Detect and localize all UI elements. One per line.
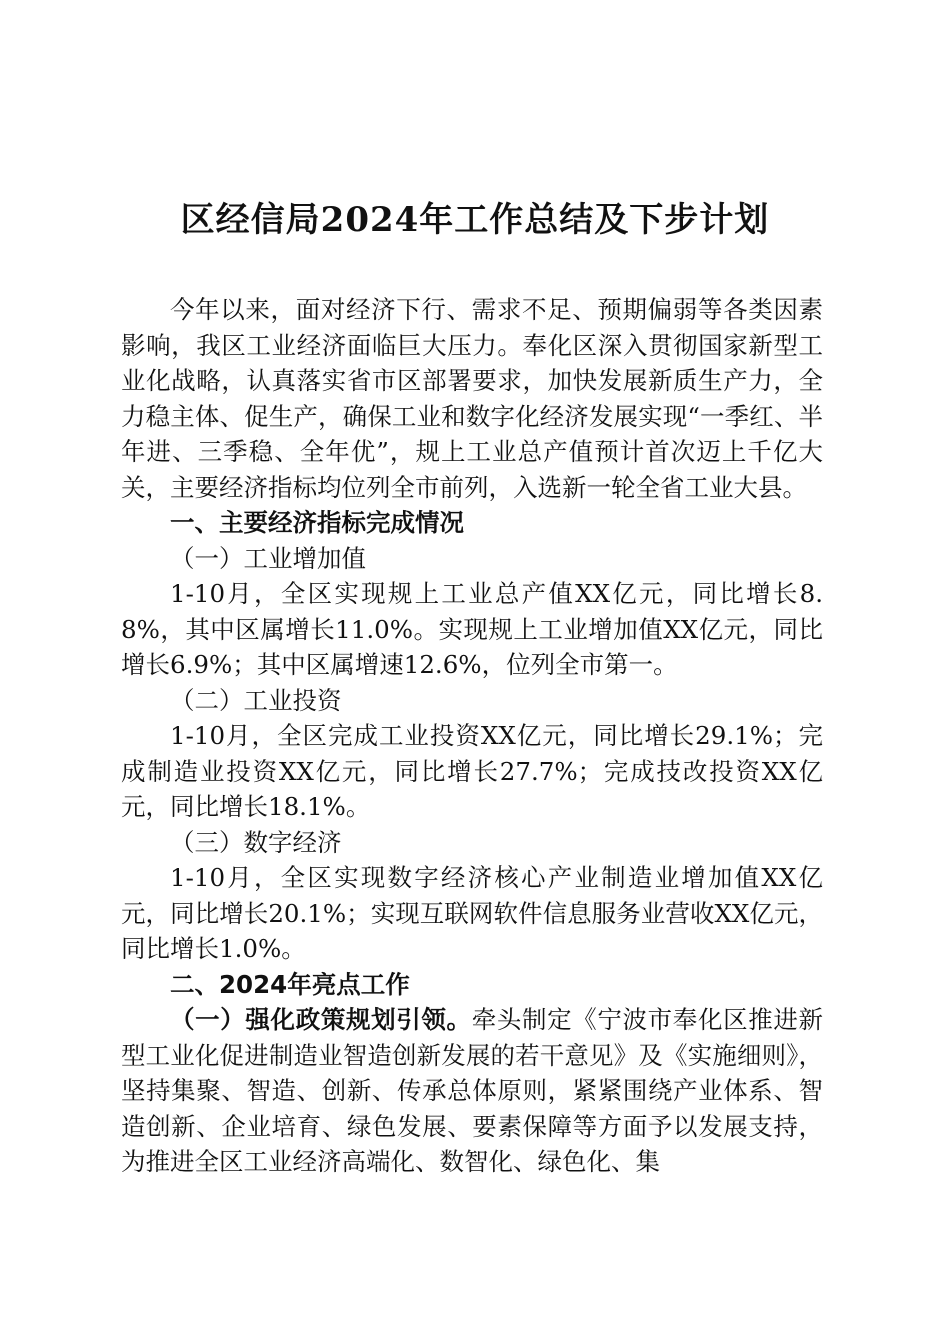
section-1-heading: 一、主要经济指标完成情况 bbox=[170, 508, 464, 537]
highlight-1-paragraph bbox=[121, 1002, 823, 1180]
subsection-1-heading: （一）工业增加值 bbox=[170, 543, 366, 573]
document-body bbox=[121, 292, 823, 1180]
document-title: 区经信局2024年工作总结及下步计划 bbox=[180, 200, 770, 240]
highlight-1-lead: （一）强化政策规划引领。 bbox=[170, 1005, 472, 1034]
subsection-3-heading: （三）数字经济 bbox=[170, 827, 342, 857]
subsection-2-heading: （二）工业投资 bbox=[170, 685, 342, 715]
intro-paragraph: 今年以来，面对经济下行、需求不足、预期偏弱等各类因素影响，我区工业经济面临巨大压力。奉化区深入贯彻国家新型工业化战略，认真落实省市区部署要求，加快发展新质生产力，全力稳主体、促生产，确保工业和数字化经济发展实现“一季红、半年进、三季稳、全年优”，规上工业总产值预计首次迈上千亿大关，主要经济指标均位列全市前列，入选新一轮全省工业大县。 bbox=[121, 295, 823, 502]
subsection-1-paragraph: 1-10月，全区实现规上工业总产值XX亿元，同比增长8.8%，其中区属增长11.0%。实现规上工业增加值XX亿元，同比增长6.9%；其中区属增速12.6%，位列全市第一。 bbox=[121, 579, 823, 679]
subsection-2-paragraph: 1-10月，全区完成工业投资XX亿元，同比增长29.1%；完成制造业投资XX亿元，同比增长27.7%；完成技改投资XX亿元，同比增长18.1%。 bbox=[121, 721, 823, 821]
highlight-1-text: 牵头制定《宁波市奉化区推进新型工业化促进制造业智造创新发展的若干意见》及《实施细则》，坚持集聚、智造、创新、传承总体原则，紧紧围绕产业体系、智造创新、企业培育、绿色发展、要素保障等方面予以发展支持，为推进全区工业经济高端化、数智化、绿色化、集 bbox=[121, 1005, 824, 1176]
section-2-heading: 二、2024年亮点工作 bbox=[170, 969, 410, 999]
subsection-3-paragraph: 1-10月，全区实现数字经济核心产业制造业增加值XX亿元，同比增长20.1%；实现互联网软件信息服务业营收XX亿元，同比增长1.0%。 bbox=[121, 863, 823, 963]
